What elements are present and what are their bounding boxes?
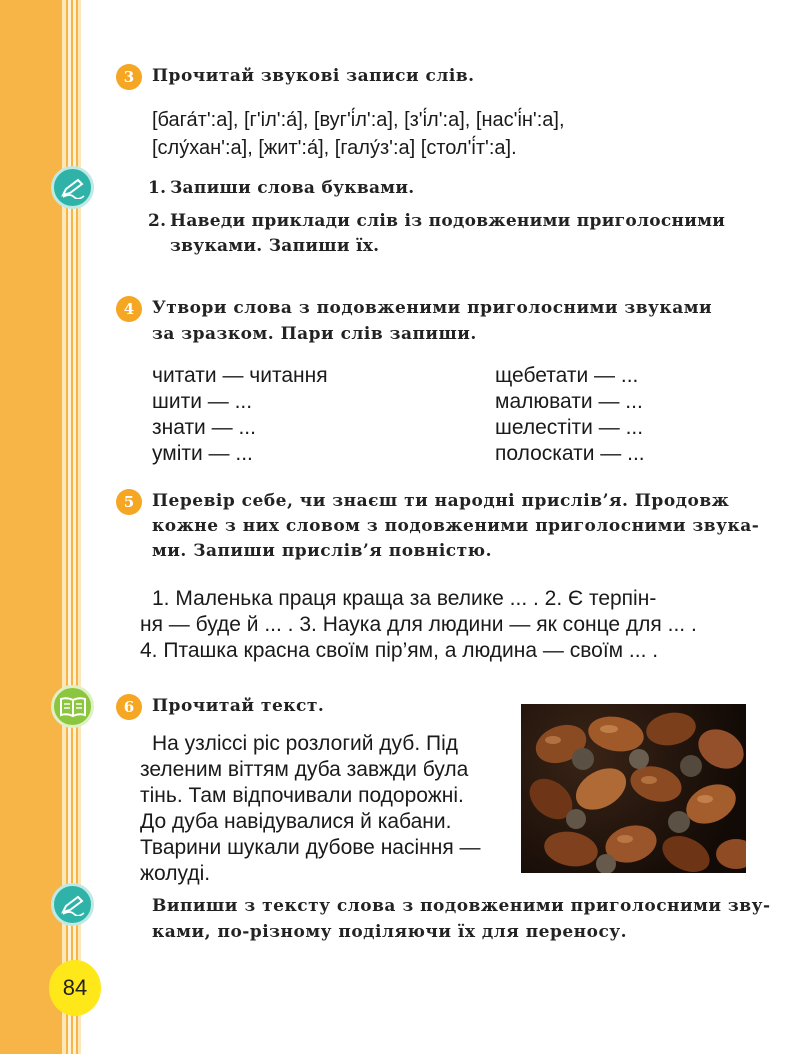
page-number: 84	[49, 960, 101, 1016]
task-number-badge: 4	[116, 296, 142, 322]
transcription-line-1: [бага́т':а], [г'іл':а́], [вуг'і́л':а], [з'і́л':а], [нас'і́н':а],	[152, 109, 565, 131]
proverbs-line-1: 1. Маленька праця краща за велике ... . 2. Є терпін-	[152, 587, 657, 610]
word-pair: читати — читання	[152, 364, 328, 387]
transcription-line-2: [слу́хан':а], [жит':а́], [галу́з':а] [стол'і́т':а].	[152, 137, 517, 159]
subtask-2-continued: звуками. Запиши їх.	[170, 236, 380, 256]
subtask-1	[148, 175, 414, 201]
subtask-2	[148, 208, 725, 234]
word-pair: шити — ...	[152, 390, 253, 413]
subtask-text: Наведи приклади слів із подовженими приголосними	[170, 211, 726, 231]
acorns-photo	[521, 704, 746, 873]
subtask-number: 2.	[148, 211, 167, 231]
word-pair: уміти — ...	[152, 442, 253, 465]
reading-text-line: До дуба навідувалися й кабани.	[140, 810, 452, 833]
task-6-followup-line-2: ками, по-різному поділяючи їх для переносу.	[152, 922, 628, 942]
task-number-badge: 6	[116, 694, 142, 720]
task-number-badge: 3	[116, 64, 142, 90]
task-5-line-1: Перевір себе, чи знаєш ти народні прислів’я. Продовж	[152, 491, 730, 511]
proverbs-line-3: 4. Пташка красна своїм пір’ям, а людина — своїм ... .	[140, 639, 659, 662]
proverbs-line-2: ня — буде й ... . 3. Наука для людини — як сонце для ... .	[140, 613, 697, 636]
open-book-icon	[51, 685, 94, 728]
task-6-followup-line-1: Випиши з тексту слова з подовженими приголосними зву-	[152, 896, 771, 916]
task-4-line-1: Утвори слова з подовженими приголосними звуками	[152, 298, 713, 318]
task-5-line-2: кожне з них словом з подовженими приголосними звука-	[152, 516, 760, 536]
task-5-line-3: ми. Запиши прислів’я повністю.	[152, 541, 493, 561]
subtask-number: 1.	[148, 178, 167, 198]
word-pair: щебетати — ...	[495, 364, 639, 387]
reading-text-line: На узліссі ріс розлогий дуб. Під	[152, 732, 459, 755]
task-4-line-2: за зразком. Пари слів запиши.	[152, 324, 477, 344]
task-number-badge: 5	[116, 489, 142, 515]
subtask-text: Запиши слова буквами.	[170, 178, 415, 198]
word-pair: знати — ...	[152, 416, 256, 439]
word-pair: малювати — ...	[495, 390, 643, 413]
task-3-title: Прочитай звукові записи слів.	[152, 66, 475, 86]
pencil-write-icon	[51, 883, 94, 926]
reading-text-line: тінь. Там відпочивали подорожні.	[140, 784, 464, 807]
reading-text-line: Тварини шукали дубове насіння —	[140, 836, 481, 859]
reading-text-line: зеленим віттям дуба завжди була	[140, 758, 469, 781]
task-6-title: Прочитай текст.	[152, 696, 325, 716]
pencil-write-icon	[51, 166, 94, 209]
word-pair: полоскати — ...	[495, 442, 645, 465]
reading-text-line: жолуді.	[140, 862, 211, 885]
word-pair: шелестіти — ...	[495, 416, 644, 439]
